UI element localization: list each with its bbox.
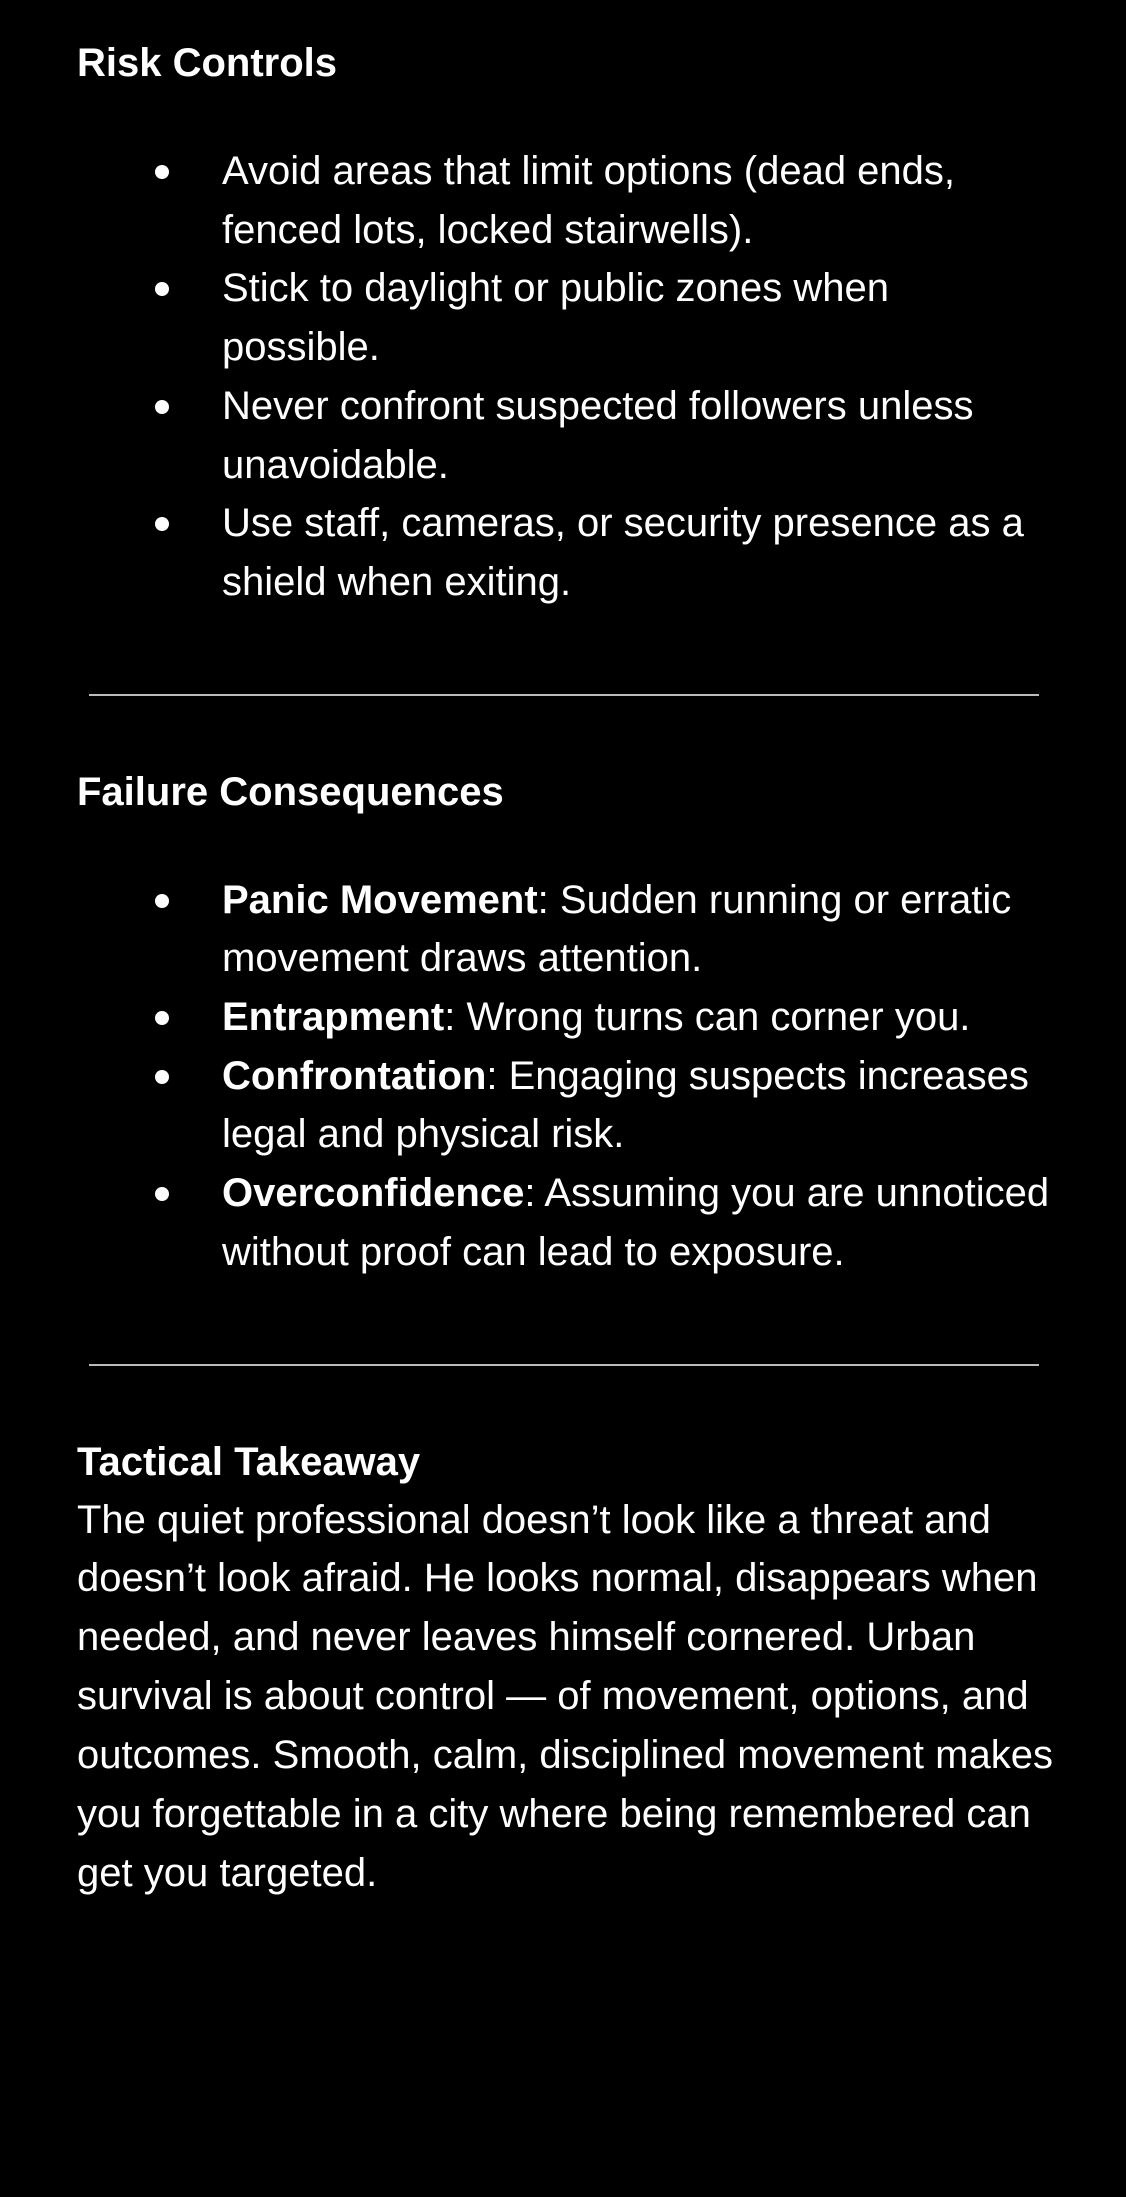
list-item-text: Use staff, cameras, or security presence as a shield when exiting.	[222, 501, 1024, 604]
bullet-icon	[155, 165, 169, 179]
list-item-text: Avoid areas that limit options (dead ends, fenced lots, locked stairwells).	[222, 149, 956, 252]
list-item	[77, 142, 1052, 259]
list-item	[77, 871, 1052, 988]
section-divider	[89, 1364, 1039, 1366]
tactical-takeaway-paragraph: The quiet professional doesn’t look like a threat and doesn’t look afraid. He looks normal, disappears when needed, and never leaves himself cornered. Urban survival is about control — of movement, options, and outcomes. Smooth, calm, disciplined movement makes you forgettable in a city where being remembered can get you targeted.	[77, 1497, 1053, 1895]
failure-consequences-heading: Failure Consequences	[77, 769, 504, 814]
failure-consequences-list	[77, 871, 1057, 1282]
list-item-term: Confrontation	[222, 1053, 487, 1098]
list-item	[77, 1047, 1052, 1164]
section-divider	[89, 694, 1039, 696]
bullet-icon	[155, 1011, 169, 1025]
list-item-text: : Wrong turns can corner you.	[444, 995, 971, 1040]
list-item-text: : Engaging suspects increases legal and physical risk.	[222, 1053, 1029, 1157]
list-item-text: : Assuming you are unnoticed without proof can lead to exposure.	[222, 1171, 1050, 1274]
list-item	[77, 259, 1052, 376]
risk-controls-list	[77, 142, 1057, 612]
list-item	[77, 1164, 1052, 1281]
document	[77, 30, 1057, 1903]
list-item-text: Stick to daylight or public zones when possible.	[222, 266, 890, 370]
bullet-icon	[155, 282, 169, 296]
bullet-icon	[155, 517, 169, 531]
list-item	[77, 377, 1052, 494]
list-item-term: Entrapment	[222, 995, 445, 1040]
tactical-takeaway-heading: Tactical Takeaway	[77, 1439, 421, 1484]
bullet-icon	[155, 1070, 169, 1084]
list-item-term: Panic Movement	[222, 877, 538, 922]
list-item-text: Never confront suspected followers unless unavoidable.	[222, 383, 974, 487]
list-item-term: Overconfidence	[222, 1171, 525, 1216]
risk-controls-heading: Risk Controls	[77, 41, 338, 85]
bullet-icon	[155, 400, 169, 414]
list-item	[77, 988, 1052, 1047]
bullet-icon	[155, 1187, 169, 1201]
bullet-icon	[155, 894, 169, 908]
list-item	[77, 494, 1052, 611]
list-item-text: : Sudden running or erratic movement draws attention.	[222, 877, 1012, 981]
